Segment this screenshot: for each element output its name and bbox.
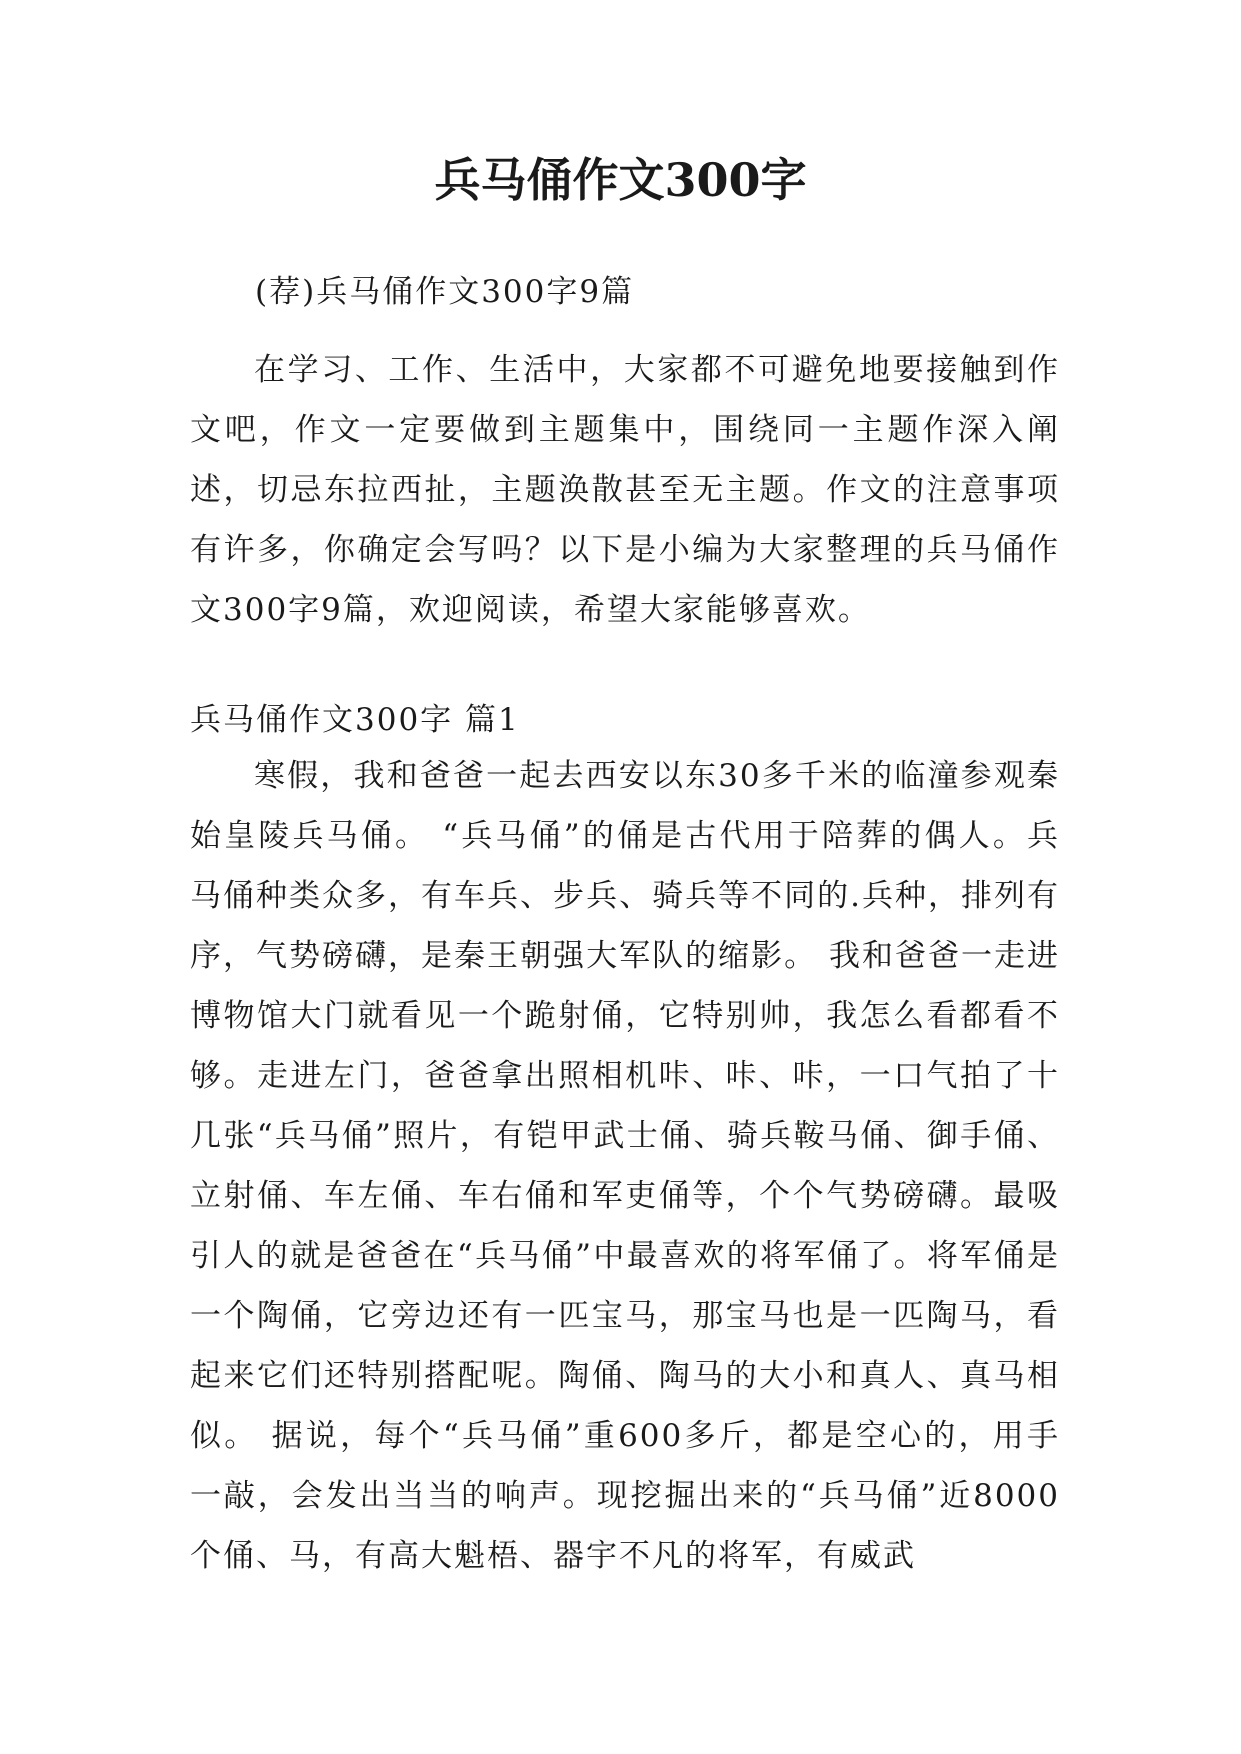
document-title: 兵马俑作文300字 [434, 153, 807, 207]
document-subtitle: (荐)兵马俑作文300字9篇 [255, 274, 635, 310]
section-body-paragraph: 寒假，我和爸爸一起去西安以东30多千米的临潼参观秦始皇陵兵马俑。 “兵马俑”的俑是古代用于陪葬的偶人。兵马俑种类众多，有车兵、步兵、骑兵等不同的.兵种，排列有序，气势磅礴，是秦王朝强大军队的缩影。 我和爸爸一走进博物馆大门就看见一个跪射俑，它特别帅，我怎么看都看不够。走进左门，爸爸拿出照相机咔、咔、咔，一口气拍了十几张“兵马俑”照片，有铠甲武士俑、骑兵鞍马俑、御手俑、立射俑、车左俑、车右俑和军吏俑等，个个气势磅礴。最吸引人的就是爸爸在“兵马俑”中最喜欢的将军俑了。将军俑是一个陶俑，它旁边还有一匹宝马，那宝马也是一匹陶马，看起来它们还特别搭配呢。陶俑、陶马的大小和真人、真马相似。 据说，每个“兵马俑”重600多斤，都是空心的，用手一敲，会发出当当的响声。现挖掘出来的“兵马俑”近8000个俑、马，有高大魁梧、器宇不凡的将军，有威武 [190, 758, 1060, 1574]
section-heading: 兵马俑作文300字 篇1 [190, 702, 520, 738]
intro-paragraph: 在学习、工作、生活中，大家都不可避免地要接触到作文吧，作文一定要做到主题集中，围绕同一主题作深入阐述，切忌东拉西扯，主题涣散甚至无主题。作文的注意事项有许多，你确定会写吗？以下是小编为大家整理的兵马俑作文300字9篇，欢迎阅读，希望大家能够喜欢。 [190, 352, 1060, 628]
